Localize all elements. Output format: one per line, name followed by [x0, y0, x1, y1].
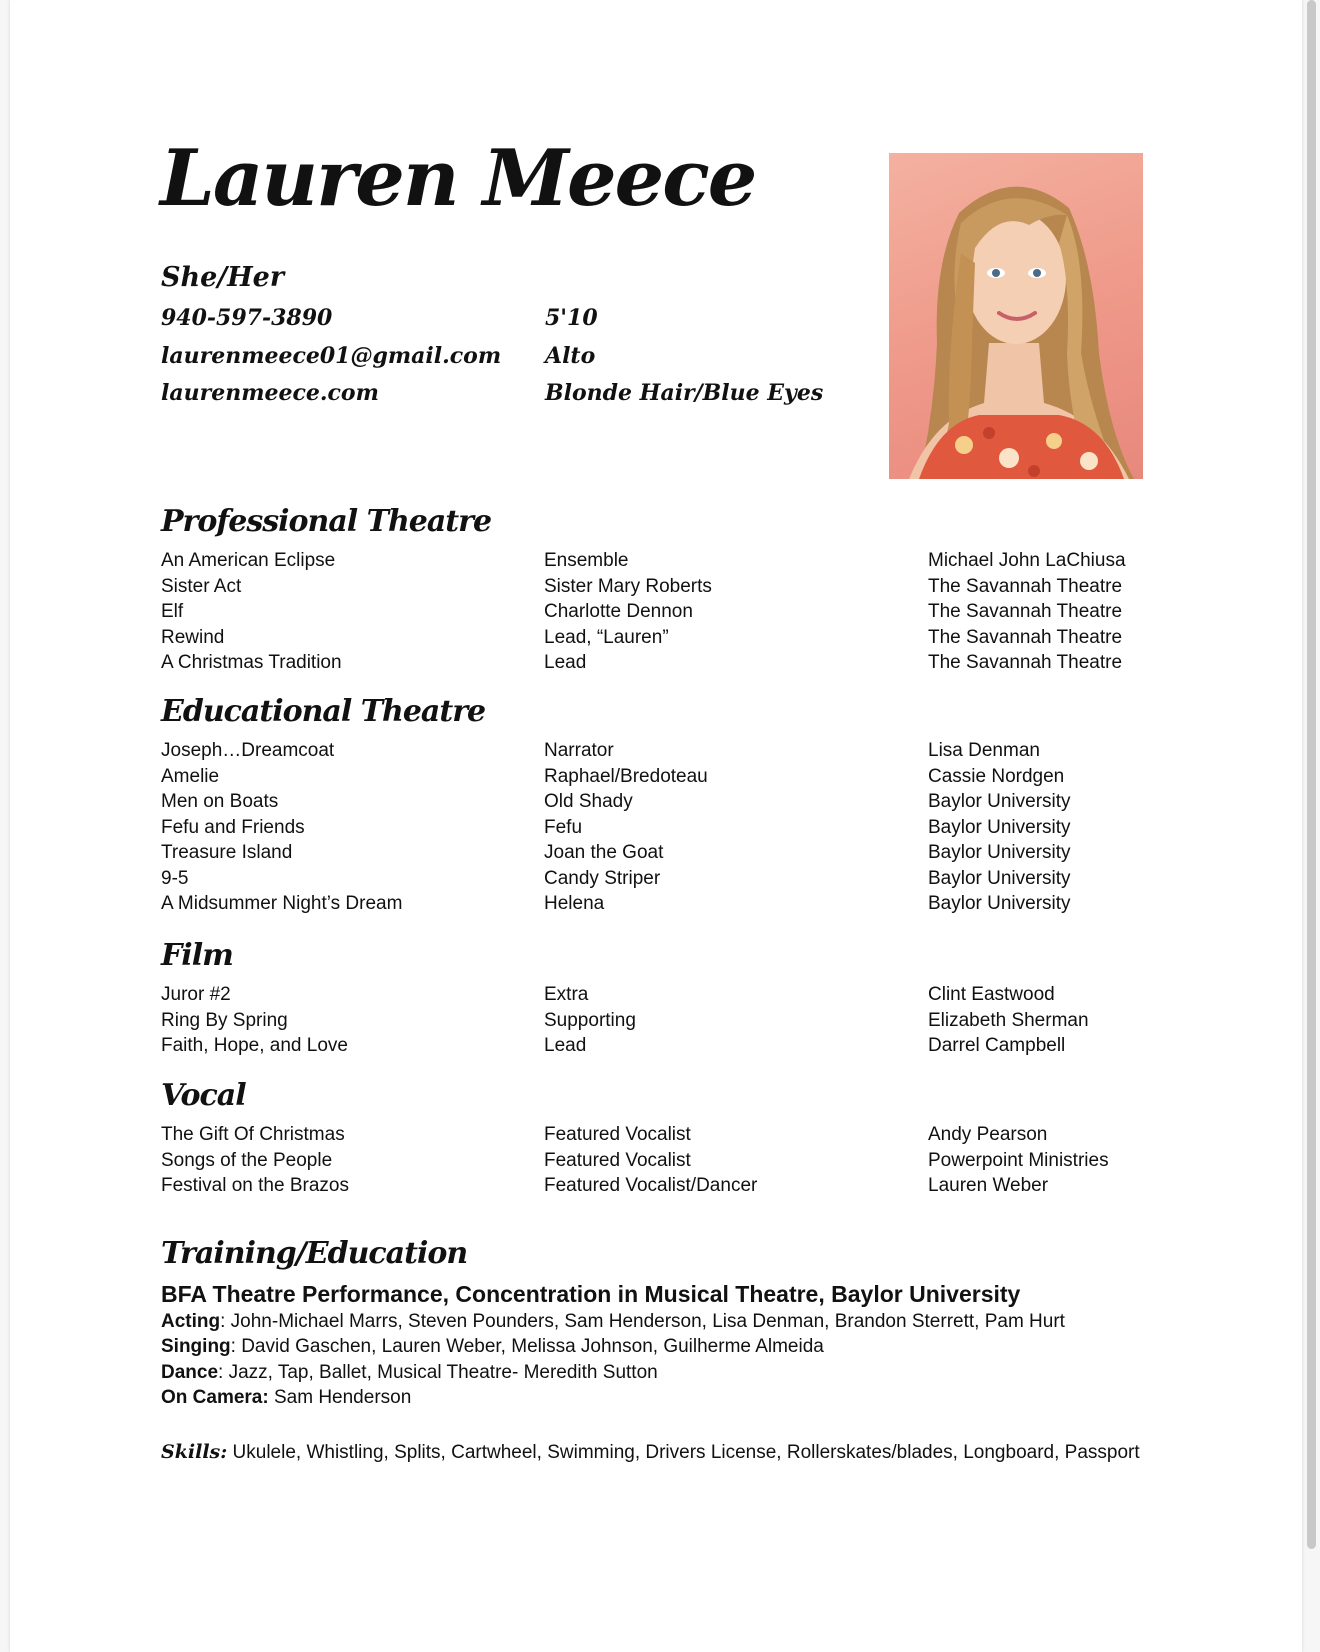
credit-venue: Lisa Denman: [928, 740, 1040, 761]
actor-name: Lauren Meece: [160, 133, 756, 224]
credit-title: An American Eclipse: [161, 550, 336, 571]
credit-row: [161, 815, 1161, 841]
section-title-film: Film: [161, 938, 233, 973]
credit-title: 9-5: [161, 867, 189, 889]
credit-venue: Cassie Nordgen: [928, 765, 1065, 787]
credit-venue: The Savannah Theatre: [928, 652, 1123, 673]
training-teachers: Sam Henderson: [268, 1387, 412, 1408]
credit-role: Extra: [544, 984, 589, 1005]
credit-row: [161, 982, 1161, 1008]
credit-title: A Midsummer Night’s Dream: [161, 893, 403, 914]
credit-venue: The Savannah Theatre: [928, 601, 1123, 622]
credit-title: Elf: [161, 601, 184, 622]
credit-venue: Baylor University: [928, 893, 1071, 914]
credit-title: Juror #2: [161, 984, 231, 1005]
credits-educational: [161, 738, 1161, 917]
training-teachers: : Jazz, Tap, Ballet, Musical Theatre- Meredith Sutton: [218, 1362, 658, 1383]
degree: BFA Theatre Performance, Concentration in Musical Theatre, Baylor University: [161, 1281, 1021, 1307]
email-address: laurenmeece01@gmail.com: [161, 343, 502, 369]
credit-row: [161, 789, 1161, 815]
scrollbar[interactable]: [1307, 0, 1316, 1549]
credit-role: Helena: [544, 893, 605, 914]
credit-title: A Christmas Tradition: [161, 652, 342, 673]
section-title-educational: Educational Theatre: [161, 694, 486, 729]
credit-row: [161, 548, 1161, 574]
credit-row: [161, 574, 1161, 600]
training-dance: [161, 1362, 658, 1384]
training-teachers: : John-Michael Marrs, Steven Pounders, Sam Henderson, Lisa Denman, Brandon Sterrett, Pam Hurt: [220, 1311, 1065, 1332]
appearance: Blonde Hair/Blue Eyes: [545, 380, 824, 406]
credit-row: [161, 738, 1161, 764]
training-label: Singing: [161, 1336, 231, 1357]
training-on-camera: [161, 1387, 411, 1409]
credit-venue: The Savannah Theatre: [928, 626, 1123, 648]
headshot-image: [889, 153, 1143, 479]
credit-row: [161, 764, 1161, 790]
credit-title: Joseph…Dreamcoat: [161, 740, 335, 761]
credit-role: Charlotte Dennon: [544, 601, 693, 622]
credit-venue: The Savannah Theatre: [928, 575, 1123, 597]
credit-role: Featured Vocalist: [544, 1124, 691, 1145]
training-label: Dance: [161, 1362, 219, 1383]
pronouns: She/Her: [161, 262, 285, 293]
credit-row: [161, 866, 1161, 892]
credit-role: Ensemble: [544, 550, 629, 571]
credit-venue: Baylor University: [928, 842, 1071, 863]
credit-title: Festival on the Brazos: [161, 1175, 349, 1196]
training-singing: [161, 1336, 824, 1358]
credit-role: Sister Mary Roberts: [544, 575, 712, 597]
section-title-vocal: Vocal: [161, 1078, 246, 1113]
credit-director: Clint Eastwood: [928, 984, 1055, 1005]
website: laurenmeece.com: [161, 380, 379, 406]
credit-role: Fefu: [544, 816, 583, 838]
training-label: On Camera:: [161, 1387, 269, 1408]
credit-role: Raphael/Bredoteau: [544, 765, 708, 787]
credit-row: [161, 650, 1161, 676]
credit-row: [161, 1008, 1161, 1034]
credit-title: Fefu and Friends: [161, 816, 305, 838]
training-label: Acting: [161, 1311, 221, 1332]
credit-title: Men on Boats: [161, 791, 279, 812]
credit-role: Lead, “Lauren”: [544, 626, 669, 648]
credit-role: Joan the Goat: [544, 842, 664, 863]
credit-row: [161, 1173, 1161, 1199]
training-acting: [161, 1311, 1065, 1333]
voice-type: Alto: [545, 343, 596, 369]
credit-role: Featured Vocalist/Dancer: [544, 1175, 758, 1196]
credit-role: Lead: [544, 652, 587, 673]
credits-film: [161, 982, 1161, 1059]
credit-venue: Baylor University: [928, 816, 1071, 838]
credit-title: Treasure Island: [161, 842, 293, 863]
credit-title: Amelie: [161, 765, 220, 787]
credit-row: [161, 840, 1161, 866]
credit-director: Powerpoint Ministries: [928, 1149, 1109, 1171]
credit-title: Songs of the People: [161, 1149, 333, 1171]
credit-role: Supporting: [544, 1009, 636, 1031]
credit-role: Narrator: [544, 740, 614, 761]
credit-venue: Baylor University: [928, 791, 1071, 812]
credit-row: [161, 625, 1161, 651]
skills-label: Skills:: [161, 1441, 228, 1463]
credit-director: Darrel Campbell: [928, 1035, 1066, 1056]
credit-title: The Gift Of Christmas: [161, 1124, 345, 1145]
skills: [161, 1441, 1140, 1464]
height: 5'10: [545, 305, 598, 331]
credit-row: [161, 1033, 1161, 1059]
credit-title: Faith, Hope, and Love: [161, 1035, 348, 1056]
skills-list: Ukulele, Whistling, Splits, Cartwheel, Swimming, Drivers License, Rollerskates/blades, Longboard, Passport: [227, 1442, 1140, 1463]
credit-role: Featured Vocalist: [544, 1149, 691, 1171]
credit-director: Andy Pearson: [928, 1124, 1048, 1145]
training-teachers: : David Gaschen, Lauren Weber, Melissa Johnson, Guilherme Almeida: [230, 1336, 824, 1357]
credit-venue: Michael John LaChiusa: [928, 550, 1126, 571]
credit-row: [161, 1148, 1161, 1174]
credit-venue: Baylor University: [928, 867, 1071, 889]
credit-director: Elizabeth Sherman: [928, 1009, 1089, 1031]
section-title-training: Training/Education: [161, 1236, 468, 1271]
credits-vocal: [161, 1122, 1161, 1199]
phone-number: 940-597-3890: [161, 305, 333, 331]
credit-row: [161, 891, 1161, 917]
credit-role: Candy Striper: [544, 867, 661, 889]
credit-row: [161, 1122, 1161, 1148]
credit-title: Ring By Spring: [161, 1009, 288, 1031]
credit-title: Sister Act: [161, 575, 242, 597]
section-title-professional: Professional Theatre: [161, 504, 492, 539]
credit-title: Rewind: [161, 626, 225, 648]
credit-role: Old Shady: [544, 791, 633, 812]
credit-role: Lead: [544, 1035, 587, 1056]
credit-row: [161, 599, 1161, 625]
credits-professional: [161, 548, 1161, 676]
headshot-photo: [889, 153, 1143, 479]
credit-director: Lauren Weber: [928, 1175, 1049, 1196]
